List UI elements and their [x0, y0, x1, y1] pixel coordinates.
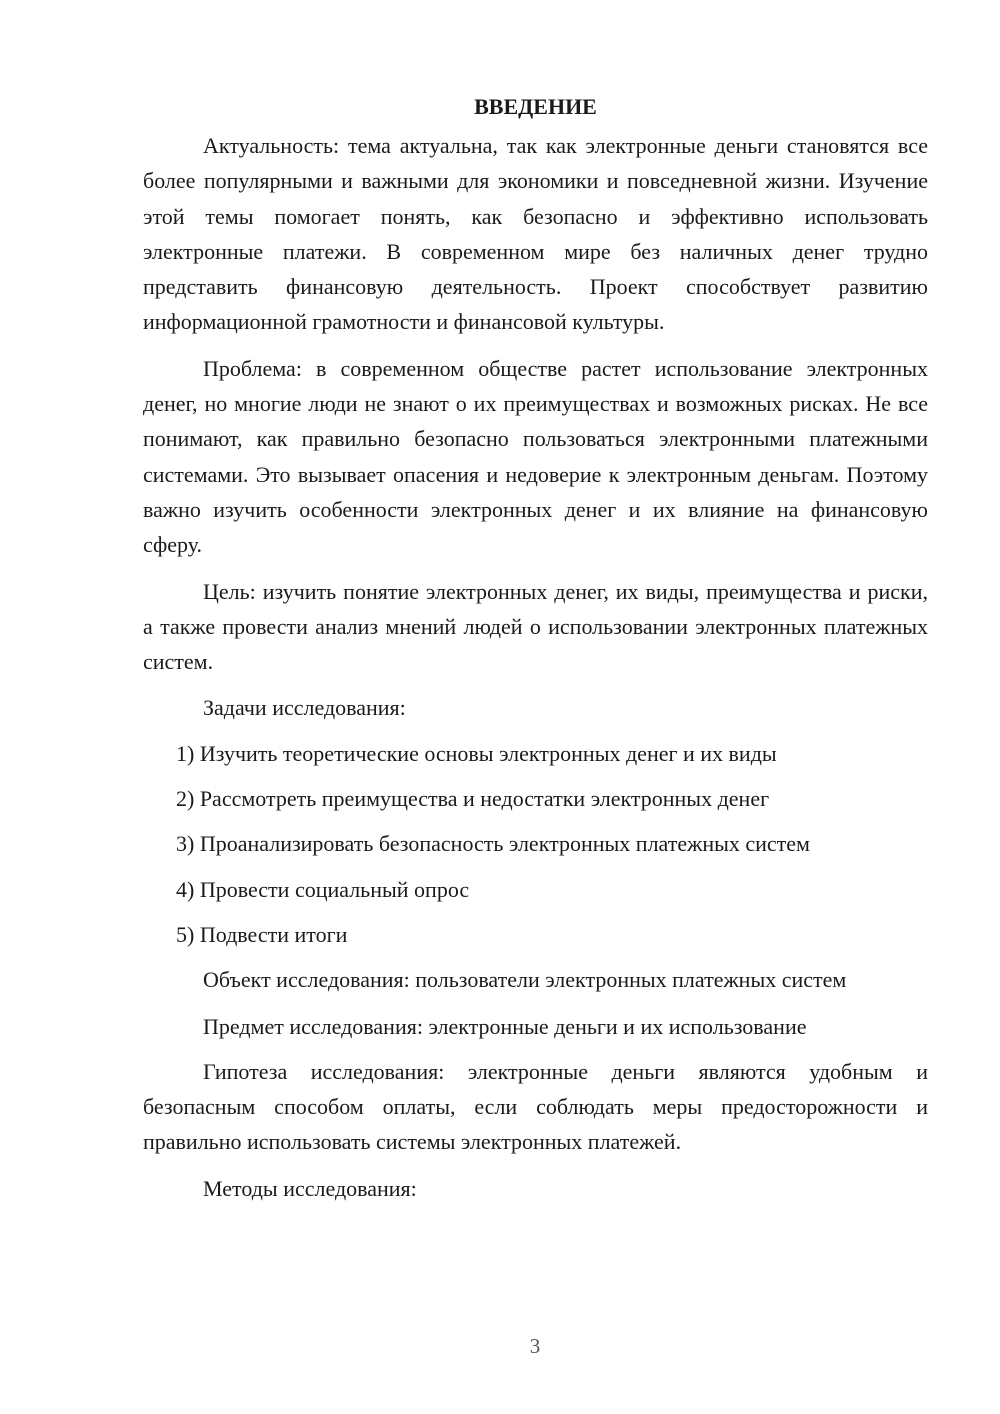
tasks-list: [143, 736, 928, 952]
paragraph-relevance: Актуальность: тема актуальна, так как электронные деньги становятся все более популярными и важными для экономики и повседневной жизни. Изучение этой темы помогает понять, как безопасно и эффективно использовать электронные платежи. В современном мире без наличных денег трудно представить финансовую деятельность. Проект способствует развитию информационной грамотности и финансовой культуры.: [143, 133, 928, 335]
paragraph-goal: Цель: изучить понятие электронных денег, их виды, преимущества и риски, а также провести анализ мнений людей о использовании электронных платежных систем.: [143, 578, 928, 675]
paragraph-problem: Проблема: в современном обществе растет использование электронных денег, но многие люди не знают о их преимуществах и возможных рисках. Не все понимают, как правильно безопасно пользоваться электронными платежными системами. Это вызывает опасения и недоверие к электронным деньгам. Поэтому важно изучить особенности электронных денег и их влияние на финансовую сферу.: [143, 355, 928, 558]
methods-title: Методы исследования:: [203, 1175, 417, 1201]
paragraph-object: Объект исследования: пользователи электронных платежных систем: [203, 967, 847, 993]
task-item-2: 2) Рассмотреть преимущества и недостатки электронных денег: [176, 786, 770, 812]
tasks-title: Задачи исследования:: [203, 695, 406, 721]
paragraph-subject: Предмет исследования: электронные деньги и их использование: [203, 1013, 807, 1039]
task-item-5: 5) Подвести итоги: [176, 921, 348, 947]
task-item-4: 4) Провести социальный опрос: [176, 876, 470, 902]
page-title: ВВЕДЕНИЕ: [474, 94, 597, 119]
page-number: 3: [529, 1334, 541, 1358]
page-body: [143, 92, 928, 1216]
paragraph-hypothesis: Гипотеза исследования: электронные деньги являются удобным и безопасным способом оплаты, если соблюдать меры предосторожности и правильно использовать системы электронных платежей.: [143, 1058, 928, 1155]
task-item-3: 3) Проанализировать безопасность электронных платежных систем: [176, 831, 810, 857]
task-item-1: 1) Изучить теоретические основы электронных денег и их виды: [176, 740, 777, 766]
